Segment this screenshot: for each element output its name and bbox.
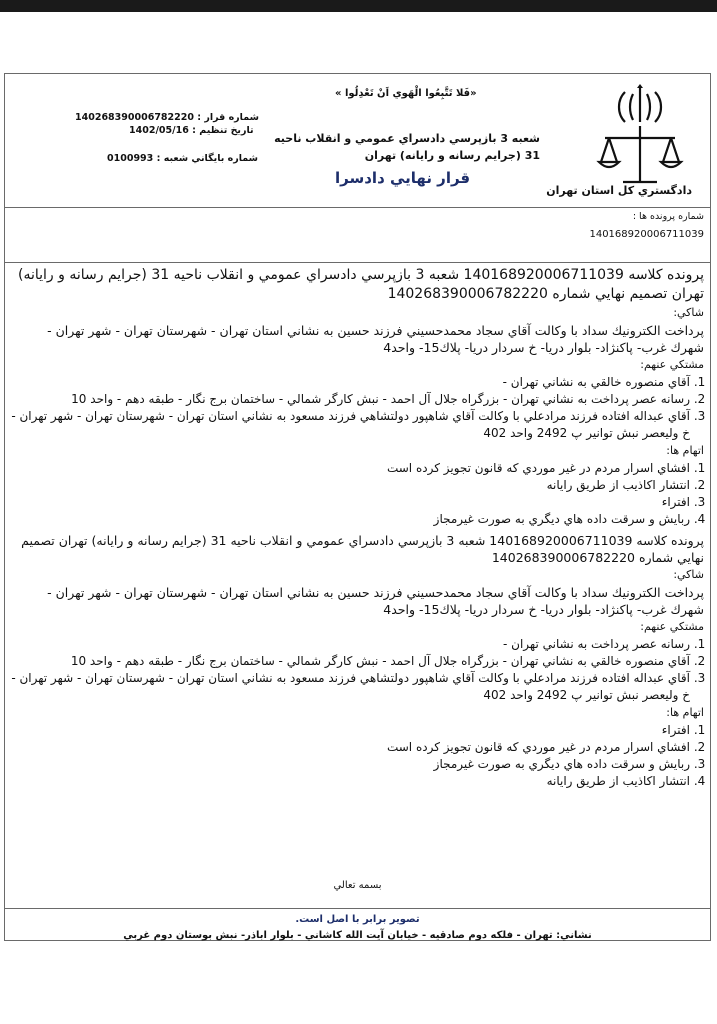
list-item: 4. انتشار اكاذيب از طريق رايانه (11, 773, 690, 790)
section2-defendants-label: مشتكي عنهم: (640, 620, 704, 633)
file-number: 140168920006711039 (589, 229, 704, 240)
justice-emblem-icon (595, 82, 685, 194)
top-border (0, 0, 717, 12)
section1-charges-label: اتهام ها: (666, 444, 704, 457)
date-label: تاريخ تنظيم : (192, 125, 254, 136)
section2-charges-list (11, 722, 704, 790)
section2-complainant: پرداخت الكترونيك سداد با وكالت آقاي سجاد محمدحسيني فرزند حسين به نشاني استان تهران - شهرستان تهران - شهر تهران - شهرك غرب- پاكنژاد- بلوار دريا- خ سردار دريا- پلاك15- واحد4 (47, 585, 704, 617)
list-item: 1. آقاي منصوره خالقي به نشاني تهران - (11, 374, 690, 391)
list-item: 3. آقاي عبداله افتاده فرزند مرادعلي با وكالت آقاي شاهپور دولتشاهي فرزند مسعود به نشاني استان تهران - شهرستان تهران - شهر تهران - خ وليعصر نبش توانير پ 2492 واحد 402 (11, 408, 690, 442)
document-frame (4, 73, 711, 941)
branch-name: شعبه 3 بازپرسي دادسراي عمومي و انقلاب ناحيه 31 (جرايم رسانه و رايانه) تهران (274, 132, 540, 162)
section2-intro: پرونده كلاسه 140168920006711039 شعبه 3 بازپرسي دادسراي عمومي و انقلاب ناحيه 31 (جرايم رسانه و رايانه) تهران تصميم نهايي شماره 140268390006782220 (21, 533, 704, 565)
document-body (5, 262, 710, 790)
decision-number: 140268390006782220 (75, 112, 194, 123)
archive-label: شماره بايگاني شعبه : (156, 153, 258, 164)
section1-intro: پرونده كلاسه 140168920006711039 شعبه 3 بازپرسي دادسراي عمومي و انقلاب ناحيه 31 (جرايم رسانه و رايانه) تهران تصميم نهايي شماره 140268390006782220 (18, 267, 704, 302)
footer-divider (5, 908, 710, 909)
section1-defendants-label: مشتكي عنهم: (640, 358, 704, 371)
list-item: 3. افتراء (11, 494, 690, 511)
decision-number-label: شماره قرار : (197, 112, 259, 123)
quran-quote: «فَلا تَتَّبِعُوا الْهَوي اَنْ تَعْدِلُوا » (335, 88, 477, 99)
issue-date: 1402/05/16 (129, 125, 189, 136)
list-item: 3. ربايش و سرقت داده هاي ديگري به صورت غيرمجاز (11, 756, 690, 773)
list-item: 2. انتشار اكاذيب از طريق رايانه (11, 477, 690, 494)
signature-line: بسمه تعالي (333, 880, 382, 891)
document-header (5, 74, 710, 208)
certified-copy-note: تصوير برابر با اصل است. (295, 914, 420, 925)
section1-charges-list (11, 460, 704, 528)
list-item: 1. افتراء (11, 722, 690, 739)
list-item: 1. رسانه عصر پرداخت به نشاني تهران - (11, 636, 690, 653)
archive-row (107, 153, 258, 164)
page-title: قرار نهايي دادسرا (335, 169, 471, 187)
decision-number-row (75, 112, 259, 123)
file-numbers-label: شماره پرونده ها : (632, 211, 704, 222)
archive-number: 0100993 (107, 153, 154, 164)
list-item: 2. رسانه عصر پرداخت به نشاني تهران - بزرگراه جلال آل احمد - نبش كارگر شمالي - ساختمان برج نگار - طبقه دهم - واحد 10 (11, 391, 690, 408)
list-item: 2. آقاي منصوره خالقي به نشاني تهران - بزرگراه جلال آل احمد - نبش كارگر شمالي - ساختمان برج نگار - طبقه دهم - واحد 10 (11, 653, 690, 670)
court-name: دادگستري كل استان تهران (546, 184, 692, 197)
section2-charges-label: اتهام ها: (666, 706, 704, 719)
section1-complainant: پرداخت الكترونيك سداد با وكالت آقاي سجاد محمدحسيني فرزند حسين به نشاني استان تهران - شهرستان تهران - شهر تهران - شهرك غرب- پاكنژاد- بلوار دريا- خ سردار دريا- پلاك15- واحد4 (47, 323, 704, 355)
section2-complainant-label: شاكي: (673, 568, 704, 581)
list-item: 1. افشاي اسرار مردم در غير موردي كه قانون تجويز كرده است (11, 460, 690, 477)
section2-defendants-list (11, 636, 704, 704)
list-item: 3. آقاي عبداله افتاده فرزند مرادعلي با وكالت آقاي شاهپور دولتشاهي فرزند مسعود به نشاني استان تهران - شهرستان تهران - شهر تهران - خ وليعصر نبش توانير پ 2492 واحد 402 (11, 670, 690, 704)
file-numbers-section (5, 207, 710, 263)
section1-complainant-label: شاكي: (673, 306, 704, 319)
list-item: 4. ربايش و سرقت داده هاي ديگري به صورت غيرمجاز (11, 511, 690, 528)
section1-defendants-list (11, 374, 704, 442)
date-row (129, 125, 254, 136)
court-address: نشاني: تهران - فلكه دوم صادقيه - خيابان آيت الله كاشاني - بلوار اباذر- نبش بوستان دوم غربي (123, 930, 592, 941)
list-item: 2. افشاي اسرار مردم در غير موردي كه قانون تجويز كرده است (11, 739, 690, 756)
